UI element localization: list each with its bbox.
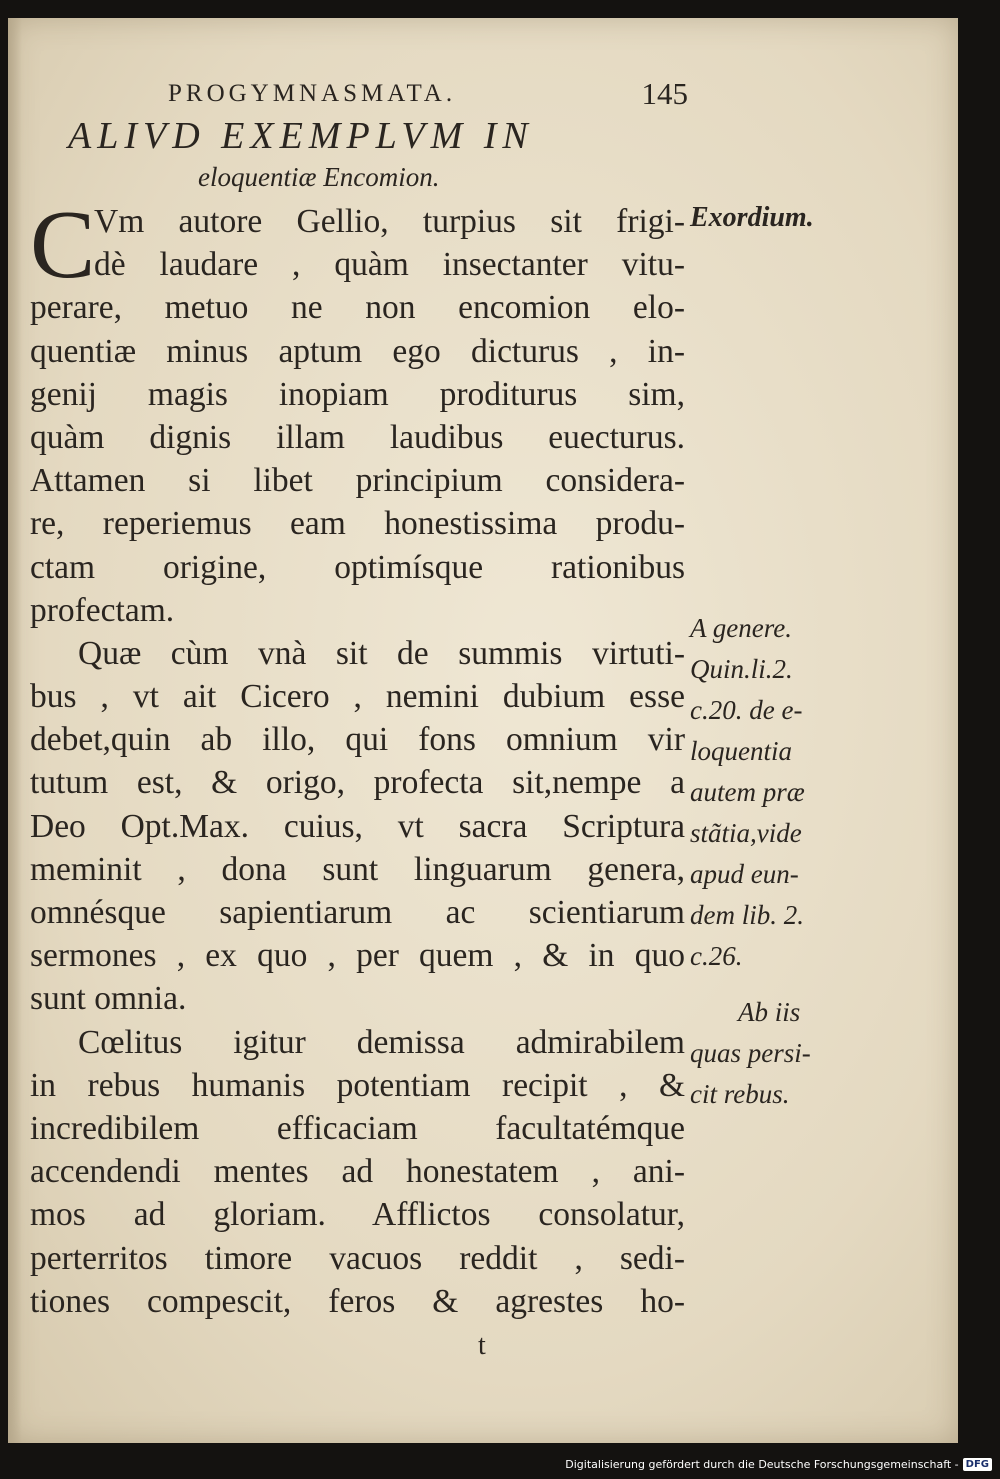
- page-number: 145: [641, 76, 688, 111]
- margin-note-exordium: Exordium.: [690, 202, 814, 233]
- book-page: [8, 18, 958, 1443]
- text-line: dè laudare , quàm insectanter vitu-: [94, 246, 685, 284]
- section-title: ALIVD EXEMPLVM IN: [68, 115, 534, 157]
- text-line: perterritos timore vacuos reddit , sedi-: [30, 1239, 685, 1277]
- page-gutter-shadow: [8, 18, 22, 1443]
- text-line: Cœlitus igitur demissa admirabilem: [78, 1023, 685, 1061]
- body-text: [30, 191, 685, 1323]
- text-line: tiones compescit, feros & agrestes ho-: [30, 1282, 685, 1320]
- text-line: mos ad gloriam. Afflictos consolatur,: [30, 1196, 685, 1234]
- margin-note-line: dem lib. 2.: [690, 900, 804, 930]
- text-line: ctam origine, optimísque rationibus: [30, 548, 685, 586]
- text-line: perare, metuo ne non encomion elo-: [30, 289, 685, 327]
- section-subtitle: eloquentiæ Encomion.: [198, 162, 440, 192]
- margin-note-line: c.20. de e-: [690, 695, 803, 725]
- text-line: Quæ cùm vnà sit de summis virtuti-: [78, 634, 685, 672]
- margin-note-line: cit rebus.: [690, 1079, 790, 1109]
- margin-note-line: c.26.: [690, 941, 743, 971]
- margin-note-line: apud eun-: [690, 859, 799, 889]
- paragraph-3: [30, 1021, 685, 1323]
- text-line: Deo Opt.Max. cuius, vt sacra Scriptura: [30, 807, 685, 845]
- text-line: sunt omnia.: [30, 980, 187, 1018]
- paragraph-1: [30, 191, 685, 632]
- paragraph-2: [30, 632, 685, 1021]
- running-header: [168, 76, 688, 116]
- drop-cap: C: [30, 191, 96, 299]
- margin-note-line: loquentia: [690, 736, 792, 766]
- margin-note-iis: [690, 992, 811, 1115]
- margin-note-line: quas persi-: [690, 1038, 811, 1068]
- text-line: quentiæ minus aptum ego dicturus , in-: [30, 332, 685, 370]
- text-line: bus , vt ait Cicero , nemini dubium esse: [30, 678, 685, 716]
- text-line: accendendi mentes ad honestatem , ani-: [30, 1153, 685, 1191]
- margin-note-line: Ab iis: [738, 997, 801, 1027]
- credit-text: Digitalisierung gefördert durch die Deutsche Forschungsgemeinschaft -: [565, 1457, 959, 1471]
- text-line: omnésque sapientiarum ac scientiarum: [30, 894, 685, 931]
- margin-note-line: A genere.: [690, 613, 792, 643]
- text-line: re, reperiemus eam honestissima produ-: [30, 505, 685, 543]
- text-line: incredibilem efficaciam facultatémque: [30, 1109, 685, 1147]
- text-line: profectam.: [30, 591, 175, 629]
- digitization-credit: [565, 1453, 992, 1475]
- margin-note-genere: [690, 608, 805, 977]
- text-line: tutum est, & origo, profecta sit,nempe a: [30, 764, 685, 802]
- text-line: Vm autore Gellio, turpius sit frigi-: [94, 203, 685, 240]
- margin-note-line: Quin.li.2.: [690, 654, 793, 684]
- text-line: debet,quin ab illo, qui fons omnium vir: [30, 721, 685, 759]
- margin-note-line: stãtia,vide: [690, 818, 802, 848]
- margin-note-line: autem præ: [690, 777, 805, 807]
- running-title: PROGYMNASMATA.: [168, 80, 457, 107]
- text-line: genij magis inopiam proditurus sim,: [30, 375, 685, 413]
- text-line: sermones , ex quo , per quem , & in quo: [30, 937, 685, 975]
- text-line: meminit , dona sunt linguarum genera,: [30, 850, 685, 888]
- text-line: quàm dignis illam laudibus euecturus.: [30, 418, 685, 456]
- text-line: in rebus humanis potentiam recipit , &: [30, 1066, 685, 1104]
- catchword: t: [478, 1330, 486, 1361]
- text-line: Attamen si libet principium considera-: [30, 462, 685, 500]
- dfg-logo-icon: DFG: [963, 1458, 992, 1471]
